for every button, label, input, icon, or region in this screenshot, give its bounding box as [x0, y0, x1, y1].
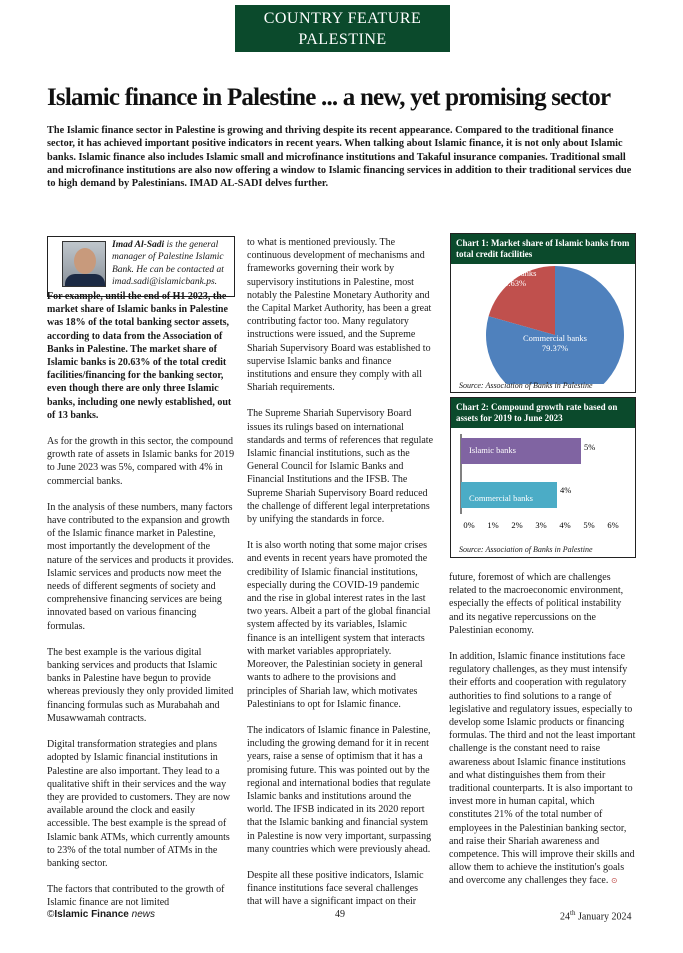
- x-tick-label: 3%: [535, 520, 547, 530]
- issue-date: 24th January 2024: [560, 909, 632, 923]
- paragraph: Despite all these positive indicators, Islamic finance institutions face several challenges that will have a significant impact on their: [247, 869, 424, 908]
- author-bio: is the general manager of Palestine Islamic Bank. He can be contacted at imad.sadi@islamicbank.ps.: [112, 240, 224, 288]
- column-3: [449, 571, 637, 901]
- pie-chart: [451, 266, 635, 384]
- x-tick-label: 0%: [463, 520, 475, 530]
- bar-category-label: Commercial banks: [469, 493, 533, 503]
- chart-source: Source: Association of Banks in Palestine: [459, 545, 593, 554]
- paragraph: It is also worth noting that some major crises and events in recent years have promoted the credibility of Islamic financial institutions, especially during the COVID-19 pandemic and the rise in global interest rates in the last two years. Albeit a part of the global financial system affected by its variables, Islamic finance is an intelligent system that interacts with market variables appropriately. Moreover, the Palestinian society in general wants to adhere to the provisions and principles of Shariah law, which motivates Palestinians to opt for Islamic finance.: [247, 540, 431, 710]
- slice-value-label: 79.37%: [541, 343, 569, 353]
- footer-brand: ©Islamic Finance news: [47, 909, 155, 920]
- x-tick-label: 2%: [511, 520, 523, 530]
- paragraph: The best example is the various digital banking services and products that Islamic banks in Palestine have begun to provide whereas previously they only provided limited financing formulas such as Murabahah and Musawwamah contracts.: [47, 646, 234, 724]
- column-2: [247, 236, 435, 922]
- author-photo: [62, 241, 106, 287]
- section-header: [235, 5, 450, 52]
- author-name: Imad Al-Sadi: [112, 240, 165, 250]
- article-title: Islamic finance in Palestine ... a new, yet promising sector: [47, 84, 611, 111]
- slice-label: Islamic banks: [489, 268, 537, 278]
- slice-label: Commercial banks: [523, 333, 587, 343]
- chart-2: [450, 397, 636, 558]
- paragraph: The factors that contributed to the growth of Islamic finance are not limited: [47, 884, 225, 909]
- slice-value-label: 20.63%: [499, 278, 527, 288]
- column-1: [47, 290, 235, 923]
- article-intro: The Islamic finance sector in Palestine is growing and thriving despite its recent appearance. Compared to the traditional finance sector, it has achieved important positive indicators in recent years. When talking about Islamic finance, it is not only about Islamic banks. Islamic finance also includes Islamic small and microfinance institutions and Takaful insurance companies. Traditional small and microfinance institutions are also now offering a window to Islamic financing services in addition to their traditional services due to high demand by Palestinians. IMAD AL-SADI delves further.: [47, 125, 632, 190]
- bar-value-label: 5%: [584, 442, 596, 452]
- bar-value-label: 4%: [560, 485, 572, 495]
- x-tick-label: 6%: [607, 520, 619, 530]
- paragraph: future, foremost of which are challenges related to the macroeconomic environment, especially the effects of political instability and its negative repercussions on the Palestinian economy.: [449, 572, 624, 636]
- brand-logo: Islamic Finance: [54, 909, 129, 920]
- chart-source: Source: Association of Banks in Palestine: [459, 381, 593, 390]
- author-box: [47, 236, 235, 297]
- paragraph: For example, until the end of H1 2023, the market share of Islamic banks in Palestine was 18% of the total banking sector assets, according to data from the Association of Banks in Palestine. The market share of Islamic banks is 20.63% of the total credit facilities/financing for the banking sector, even though there are only three Islamic banks, including one newly established, out of 13 banks.: [47, 291, 232, 421]
- x-tick-label: 1%: [487, 520, 499, 530]
- paragraph: As for the growth in this sector, the compound growth rate of assets in Islamic banks for 2019 to June 2023 was 5%, compared with 4% in commercial banks.: [47, 436, 235, 487]
- paragraph-text: In addition, Islamic finance institutions face regulatory challenges, as they must intensify their efforts and cooperation with regulatory authorities to find solutions to a range of legislative and regulatory issues, especially to develop some Islamic products or financing formulas. The third and not the least important challenge is the constant need to raise awareness about Islamic finance institutions and what distinguishes them from their traditional counterparts. It is also important to invest more in human capital, which constitutes 21% of the total number of employees in the Palestinian banking sector, and raise their Shariah awareness and competence. This will improve their skills and allow them to achieve the institution's goals and overcome any challenges they face.: [449, 651, 636, 887]
- paragraph: The indicators of Islamic finance in Palestine, including the growing demand for it in recent years, raise a sense of optimism that it has a promising future. This was pointed out by the regional and international bodies that regulate Islamic banks and institutions around the world. The IFSB indicated in its 2020 report that the Islamic banking and financial system in Palestine is now very important, surpassing many countries which were previously ahead.: [247, 724, 432, 855]
- end-mark-icon: ⊙: [610, 876, 618, 886]
- x-tick-label: 5%: [583, 520, 595, 530]
- paragraph: The Supreme Shariah Supervisory Board issues its rulings based on international standards and terms of references that regulate Islamic financial institutions, such as the General Council for Islamic Banks and Financial Institutions and the IFSB. The Supreme Shariah Supervisory Board reduced the challenge of different legal interpretations by unifying the standards in force.: [247, 408, 434, 526]
- page-number: 49: [335, 909, 345, 920]
- bar-chart: [451, 430, 635, 540]
- chart-1: [450, 233, 636, 393]
- chart-title: Chart 1: Market share of Islamic banks from total credit facilities: [451, 234, 635, 264]
- paragraph: to what is mentioned previously. The continuous development of mechanisms and frameworks governing their work by supervisory institutions in Palestine, most notably the Palestine Monetary Authority and the Capital Market Authority, has been a great contributing factor too. Many regulatory instructions were issued, and the Supreme Shariah Supervisory Board was established to supervise Islamic banks and finance institutions and ensure they comply with all Shariah requirements.: [247, 237, 432, 394]
- paragraph: [449, 650, 637, 888]
- bar-category-label: Islamic banks: [469, 445, 516, 455]
- section-label: COUNTRY FEATURE: [263, 10, 422, 27]
- paragraph: Digital transformation strategies and plans adopted by Islamic financial institutions in Palestine are also important. They lead to a qualitative shift in their services and the way they are provided to customers. They are now available around the clock and easily accessible. The best example is the spread of Islamic bank ATMs, which currently amounts to 23% of the total number of ATMs in the banking sector.: [47, 739, 231, 869]
- country-label: PALESTINE: [298, 31, 387, 48]
- paragraph: In the analysis of these numbers, many factors have contributed to the expansion and growth of the Islamic finance market in Palestine, most importantly the development of the nature of the services and products it provides. Islamic services and products now meet the needs of different segments of society and comprehensive financing services are being innovated based on various financing formulas.: [47, 501, 234, 632]
- chart-title: Chart 2: Compound growth rate based on assets for 2019 to June 2023: [451, 398, 635, 428]
- x-tick-label: 4%: [559, 520, 571, 530]
